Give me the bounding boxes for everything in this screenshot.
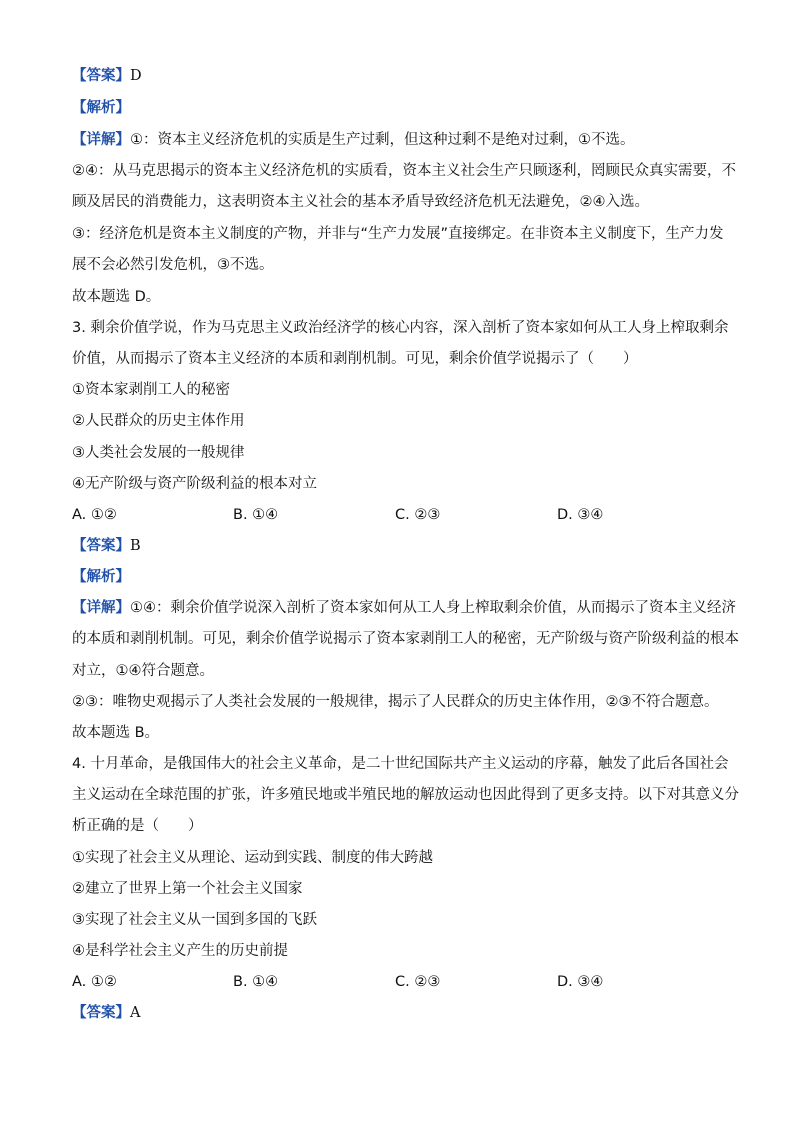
q3-option-d: D. ③④ [557,507,604,523]
q3-detail-line-3: 对立，①④符合题意。 [72,663,214,679]
detail-tag: 【详解】 [72,600,130,616]
answer-value: B [130,538,141,554]
q3-detail-line-2: 的本质和剥削机制。可见，剩余价值学说揭示了资本家剥削工人的秘密，无产阶级与资产阶级利益的根本 [72,631,739,647]
q4-option-b: B. ①④ [233,974,279,990]
q3-item-4: ④无产阶级与资产阶级利益的根本对立 [72,476,317,492]
q3-conclusion: 故本题选 B。 [72,725,160,741]
answer-value: A [130,1005,141,1021]
analysis-tag: 【解析】 [72,569,130,585]
q4-option-d: D. ③④ [557,974,604,990]
q4-item-4: ④是科学社会主义产生的历史前提 [72,943,288,959]
q2-conclusion: 故本题选 D。 [72,289,161,305]
detail-text: ①：资本主义经济危机的实质是生产过剩，但这种过剩不是绝对过剩，①不选。 [130,132,635,148]
answer-value: D [130,68,142,84]
q3-option-a: A. ①② [72,507,117,523]
q3-stem-line-2: 价值，从而揭示了资本主义经济的本质和剥削机制。可见，剩余价值学说揭示了（ ） [72,351,638,367]
q4-answer-line [72,1003,140,1023]
q4-option-c: C. ②③ [395,974,441,990]
q3-option-c: C. ②③ [395,507,441,523]
answer-tag: 【答案】 [72,68,130,84]
q2-detail-line-2: ②④：从马克思揭示的资本主义经济危机的实质看，资本主义社会生产只顾逐利，罔顾民众真实需要，不 [72,163,736,179]
q3-item-1: ①资本家剥削工人的秘密 [72,382,230,398]
q3-stem-line-1: 3. 剩余价值学说，作为马克思主义政治经济学的核心内容，深入剖析了资本家如何从工人身上榨取剩余 [72,320,729,336]
q3-answer-line [72,536,141,556]
q4-option-a: A. ①② [72,974,117,990]
q4-stem-line-2: 主义运动在全球范围的扩张，许多殖民地或半殖民地的解放运动也因此得到了更多支持。以下对其意义分 [72,787,739,803]
q3-item-2: ②人民群众的历史主体作用 [72,413,245,429]
q3-detail-line-1 [72,598,736,618]
detail-tag: 【详解】 [72,132,130,148]
q4-stem-line-1: 4. 十月革命，是俄国伟大的社会主义革命，是二十世纪国际共产主义运动的序幕，触发了此后各国社会 [72,756,729,772]
q2-detail-line-4: ③：经济危机是资本主义制度的产物，并非与“生产力发展”直接绑定。在非资本主义制度下，生产力发 [72,226,724,242]
q4-item-3: ③实现了社会主义从一国到多国的飞跃 [72,912,317,928]
answer-tag: 【答案】 [72,1005,130,1021]
detail-text: ①④：剩余价值学说深入剖析了资本家如何从工人身上榨取剩余价值，从而揭示了资本主义经济 [130,600,736,616]
q2-detail-line-5: 展不会必然引发危机，③不选。 [72,257,274,273]
q3-analysis-tag-line [72,567,130,587]
analysis-tag: 【解析】 [72,100,130,116]
q2-answer-line [72,66,142,86]
q4-item-1: ①实现了社会主义从理论、运动到实践、制度的伟大跨越 [72,850,433,866]
q2-detail-line-1 [72,130,635,150]
q2-detail-line-3: 顾及居民的消费能力，这表明资本主义社会的基本矛盾导致经济危机无法避免，②④入选。 [72,194,649,210]
q3-detail-line-4: ②③：唯物史观揭示了人类社会发展的一般规律，揭示了人民群众的历史主体作用，②③不符合题意。 [72,694,719,710]
answer-tag: 【答案】 [72,538,130,554]
q2-analysis-tag-line [72,98,130,118]
q4-item-2: ②建立了世界上第一个社会主义国家 [72,881,303,897]
q3-option-b: B. ①④ [233,507,279,523]
q3-item-3: ③人类社会发展的一般规律 [72,445,245,461]
q4-stem-line-3: 析正确的是（ ） [72,818,203,834]
